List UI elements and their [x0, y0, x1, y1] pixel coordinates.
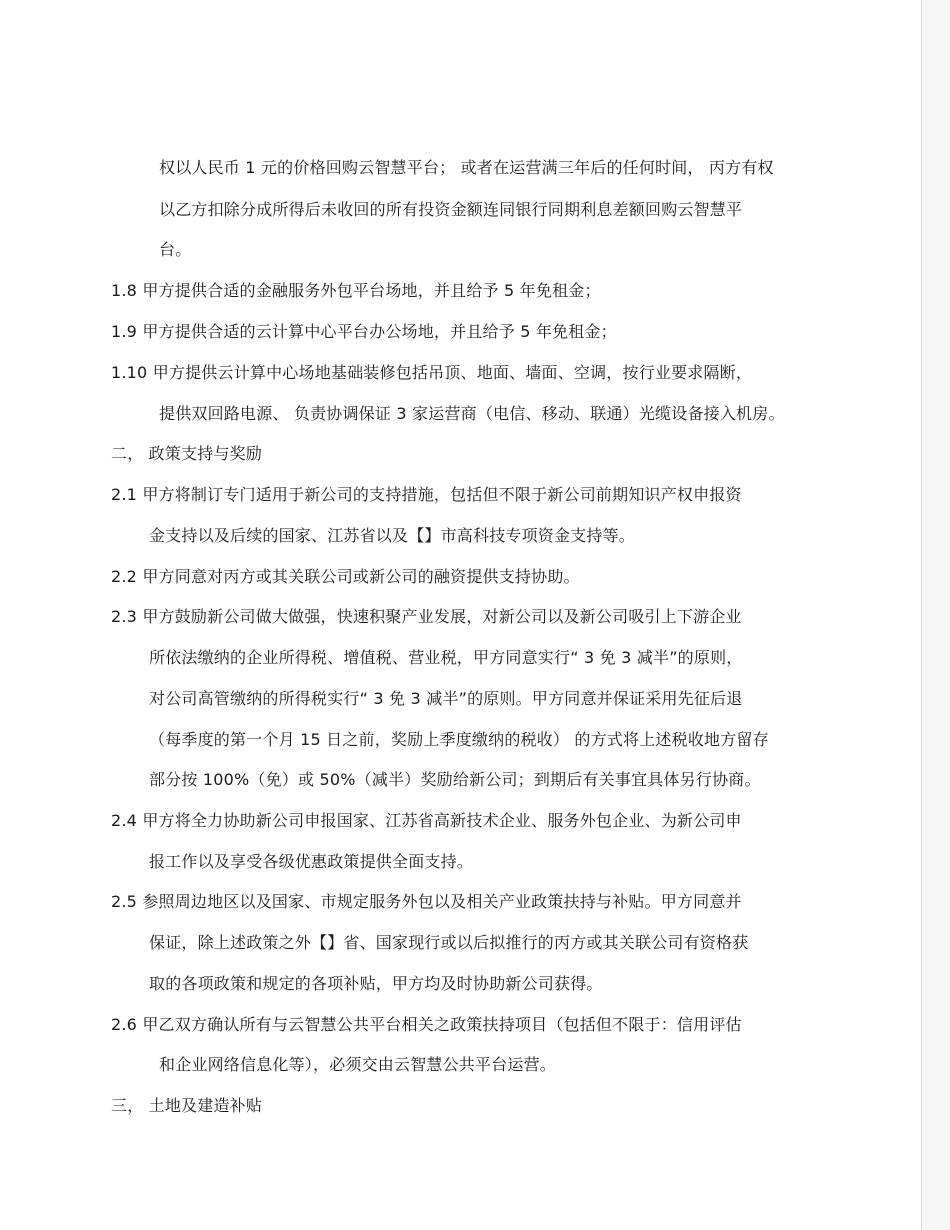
- text-line: 金支持以及后续的国家、江苏省以及【】市高科技专项资金支持等。: [149, 526, 636, 545]
- clause-2-2: 2.2 甲方同意对丙方或其关联公司或新公司的融资提供支持协助。: [111, 567, 580, 586]
- section-heading-3: 三， 土地及建造补贴: [111, 1096, 263, 1115]
- clause-1-9: 1.9 甲方提供合适的云计算中心平台办公场地，并且给予 5 年免租金；: [111, 322, 617, 341]
- text-line: 提供双回路电源、 负责协调保证 3 家运营商（电信、移动、联通）光缆设备接入机房。: [159, 404, 785, 423]
- clause-2-1: 2.1 甲方将制订专门适用于新公司的支持措施，包括但不限于新公司前期知识产权申报资: [111, 485, 742, 504]
- section-heading-2: 二， 政策支持与奖励: [111, 444, 263, 463]
- text-line: 取的各项政策和规定的各项补贴，甲方均及时协助新公司获得。: [149, 974, 603, 993]
- text-line: 报工作以及享受各级优惠政策提供全面支持。: [149, 852, 474, 871]
- clause-2-3: 2.3 甲方鼓励新公司做大做强，快速积聚产业发展，对新公司以及新公司吸引上下游企业: [111, 607, 742, 626]
- clause-2-6: 2.6 甲乙双方确认所有与云智慧公共平台相关之政策扶持项目（包括但不限于：信用评估: [111, 1015, 742, 1034]
- clause-1-10: 1.10 甲方提供云计算中心场地基础装修包括吊顶、地面、墙面、空调，按行业要求隔断，: [111, 363, 753, 382]
- text-line: （每季度的第一个月 15 日之前，奖励上季度缴纳的税收） 的方式将上述税收地方留存: [149, 730, 769, 749]
- text-line: 对公司高管缴纳的所得税实行“ 3 免 3 减半”的原则。甲方同意并保证采用先征后退: [149, 689, 743, 708]
- text-line: 权以人民币 1 元的价格回购云智慧平台； 或者在运营满三年后的任何时间， 丙方有权: [159, 158, 774, 177]
- clause-2-5: 2.5 参照周边地区以及国家、市规定服务外包以及相关产业政策扶持与补贴。甲方同意并: [111, 892, 742, 911]
- clause-1-8: 1.8 甲方提供合适的金融服务外包平台场地，并且给予 5 年免租金；: [111, 281, 601, 300]
- viewer-gutter: [922, 0, 950, 1230]
- text-line: 保证，除上述政策之外【】省、国家现行或以后拟推行的丙方或其关联公司有资格获: [149, 933, 749, 952]
- clause-2-4: 2.4 甲方将全力协助新公司申报国家、江苏省高新技术企业、服务外包企业、为新公司申: [111, 811, 742, 830]
- text-line: 所依法缴纳的企业所得税、增值税、营业税，甲方同意实行“ 3 免 3 减半”的原则，: [149, 648, 743, 667]
- text-line: 部分按 100%（免）或 50%（减半）奖励给新公司；到期后有关事宜具体另行协商。: [149, 770, 761, 789]
- text-line: 台。: [159, 240, 192, 259]
- text-line: 以乙方扣除分成所得后未收回的所有投资金额连同银行同期利息差额回购云智慧平: [159, 200, 743, 219]
- text-line: 和企业网络信息化等），必须交由云智慧公共平台运营。: [159, 1055, 557, 1074]
